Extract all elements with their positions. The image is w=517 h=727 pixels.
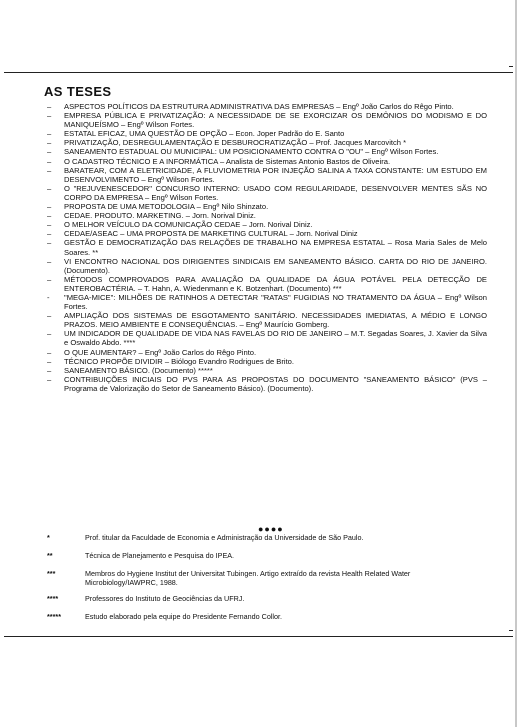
- list-dash: –: [47, 183, 52, 193]
- bottom-rule-tick: [509, 630, 513, 631]
- thesis-text: CONTRIBUIÇÕES INICIAIS DO PVS PARA AS PROPOSTAS DO DOCUMENTO "SANEAMENTO BÁSICO" (PVS – Programa de Valorização do Setor de Saneamento Básico). (Documento).: [64, 374, 487, 393]
- thesis-text: AMPLIAÇÃO DOS SISTEMAS DE ESGOTAMENTO SANITÁRIO. NECESSIDADES IMEDIATAS, A MÉDIO E LONGO PRAZOS. MEIO AMBIENTE E CONSEQUÊNCIAS. – Engº Maurício Gomberg.: [64, 311, 487, 330]
- thesis-item: [47, 211, 487, 220]
- footnote-marker: *****: [47, 612, 61, 621]
- list-dash: –: [47, 356, 52, 366]
- list-dash: –: [47, 238, 52, 248]
- thesis-text: SANEAMENTO BÁSICO. (Documento) *****: [64, 365, 213, 375]
- thesis-text: O CADASTRO TÉCNICO E A INFORMÁTICA – Analista de Sistemas Antonio Bastos de Oliveira.: [64, 156, 391, 166]
- thesis-item: [47, 366, 487, 375]
- thesis-text: O QUE AUMENTAR? – Engº João Carlos do Rêgo Pinto.: [64, 347, 257, 357]
- thesis-item: [47, 111, 487, 129]
- footnote-text: Estudo elaborado pela equipe do Presidente Fernando Collor.: [85, 612, 282, 621]
- thesis-text: TÉCNICO PROPÕE DIVIDIR – Biólogo Evandro Rodrigues de Brito.: [64, 356, 295, 366]
- thesis-text: MÉTODOS COMPROVADOS PARA AVALIAÇÃO DA QUALIDADE DA ÁGUA POTÁVEL PELA DETECÇÃO DE ENTEROBACTÉRIA. – T. Hahn, A. Wiedenmann e K. Botzenhart. (Documento) ***: [64, 274, 487, 293]
- thesis-item: [47, 157, 487, 166]
- thesis-item: [47, 348, 487, 357]
- footnote-marker: *: [47, 533, 50, 542]
- thesis-text: ESTATAL EFICAZ, UMA QUESTÃO DE OPÇÃO – Econ. Joper Padrão do E. Santo: [64, 129, 345, 139]
- thesis-text: EMPRESA PÚBLICA E PRIVATIZAÇÃO: A NECESSIDADE DE SE EXORCIZAR OS DEMÔNIOS DO MODISMO E DO MANIQUEÍSMO – Engº Wilson Fortes.: [64, 111, 487, 130]
- footnote-text: Membros do Hygiene Institut der Universitat Tubingen. Artigo extraído da revista Health Related Water Microbiology/IAWPRC, 1988.: [85, 569, 411, 587]
- list-dash: –: [47, 374, 52, 384]
- list-dash: –: [47, 202, 52, 212]
- thesis-text: O "REJUVENESCEDOR" CONCURSO INTERNO: USADO COM REGULARIDADE, DESENVOLVER MENTES SÃS NO CORPO DA EMPRESA – Engº Wilson Fortes.: [64, 183, 487, 202]
- list-dash: –: [47, 129, 52, 139]
- list-dash: –: [47, 102, 52, 111]
- thesis-item: [47, 329, 487, 347]
- thesis-list: [47, 102, 487, 393]
- thesis-text: GESTÃO E DEMOCRATIZAÇÃO DAS RELAÇÕES DE TRABALHO NA EMPRESA ESTATAL – Rosa Maria Sales de Melo Soares. **: [64, 238, 487, 257]
- list-dash: –: [47, 329, 52, 339]
- list-dash: –: [47, 347, 52, 357]
- thesis-text: SANEAMENTO ESTADUAL OU MUNICIPAL: UM POSICIONAMENTO CONTRA O "OU" – Engº Wilson Fortes.: [64, 147, 439, 157]
- list-dash: –: [47, 138, 52, 148]
- thesis-item: [47, 357, 487, 366]
- top-rule-tick: [509, 66, 513, 67]
- thesis-item: [47, 138, 487, 147]
- thesis-item: [47, 375, 487, 393]
- list-dash: –: [47, 256, 52, 266]
- list-dash: –: [47, 229, 52, 239]
- footnote-marker: **: [47, 551, 53, 560]
- list-dash: –: [47, 220, 52, 230]
- list-dash: –: [47, 211, 52, 221]
- thesis-text: PROPOSTA DE UMA METODOLOGIA – Engº Nilo Shinzato.: [64, 202, 269, 212]
- thesis-text: UM INDICADOR DE QUALIDADE DE VIDA NAS FAVELAS DO RIO DE JANEIRO – M.T. Segadas Soares, J. Xavier da Silva e Oswaldo Abdo. ****: [64, 329, 487, 348]
- thesis-text: VI ENCONTRO NACIONAL DOS DIRIGENTES SINDICAIS EM SANEAMENTO BÁSICO. CARTA DO RIO DE JANEIRO. (Documento).: [64, 256, 487, 275]
- list-dash: –: [47, 365, 52, 375]
- thesis-item: [47, 238, 487, 256]
- separator-dots: ●●●●: [258, 524, 284, 534]
- thesis-text: ASPECTOS POLÍTICOS DA ESTRUTURA ADMINISTRATIVA DAS EMPRESAS – Engº João Carlos do Rêgo Pinto.: [64, 102, 454, 111]
- thesis-item: [47, 293, 487, 311]
- list-dash: –: [47, 147, 52, 157]
- thesis-text: "MEGA-MICE": MILHÕES DE RATINHOS A DETECTAR "RATAS" FUGIDIAS NO TRATAMENTO DA ÁGUA – Engº Wilson Fortes.: [64, 292, 487, 312]
- list-dash: –: [47, 311, 52, 321]
- footnote-text: Prof. titular da Faculdade de Economia e Administração da Universidade de São Paulo.: [85, 533, 364, 542]
- thesis-item: [47, 257, 487, 275]
- list-dash: –: [47, 165, 52, 175]
- thesis-text: PRIVATIZAÇÃO, DESREGULAMENTAÇÃO E DESBUROCRATIZAÇÃO – Prof. Jacques Marcovitch *: [64, 138, 407, 148]
- list-dash: -: [47, 292, 50, 302]
- list-dash: –: [47, 156, 52, 166]
- thesis-item: [47, 275, 487, 293]
- footnote-text: Técnica de Planejamento e Pesquisa do IPEA.: [85, 551, 235, 560]
- thesis-text: CEDAE/ASEAC – UMA PROPOSTA DE MARKETING CULTURAL – Jorn. Norival Diniz: [64, 229, 358, 239]
- thesis-item: [47, 311, 487, 329]
- thesis-text: O MELHOR VEÍCULO DA COMUNICAÇÃO CEDAE – Jorn. Norival Diniz.: [64, 220, 313, 230]
- thesis-item: [47, 184, 487, 202]
- list-dash: –: [47, 274, 52, 284]
- thesis-item: [47, 220, 487, 229]
- thesis-item: [47, 202, 487, 211]
- footnote-marker: ****: [47, 594, 59, 603]
- thesis-item: [47, 147, 487, 156]
- thesis-item: [47, 229, 487, 238]
- footnote-text: Professores do Instituto de Geociências da UFRJ.: [85, 594, 245, 603]
- footnote-marker: ***: [47, 569, 56, 578]
- thesis-item: [47, 129, 487, 138]
- section-heading: AS TESES: [44, 84, 112, 99]
- bottom-rule: [4, 636, 513, 637]
- thesis-text: BARATEAR, COM A ELETRICIDADE, A FLUVIOMETRIA POR INJEÇÃO SALINA A TAXA CONSTANTE: UM ESTUDO EM DESENVOLVIMENTO – Engº Wilson Fortes.: [64, 165, 487, 184]
- top-rule: [4, 72, 513, 73]
- thesis-text: CEDAE. PRODUTO. MARKETING. – Jorn. Norival Diniz.: [64, 211, 256, 221]
- thesis-item: [47, 102, 487, 111]
- list-dash: –: [47, 111, 52, 121]
- thesis-item: [47, 166, 487, 184]
